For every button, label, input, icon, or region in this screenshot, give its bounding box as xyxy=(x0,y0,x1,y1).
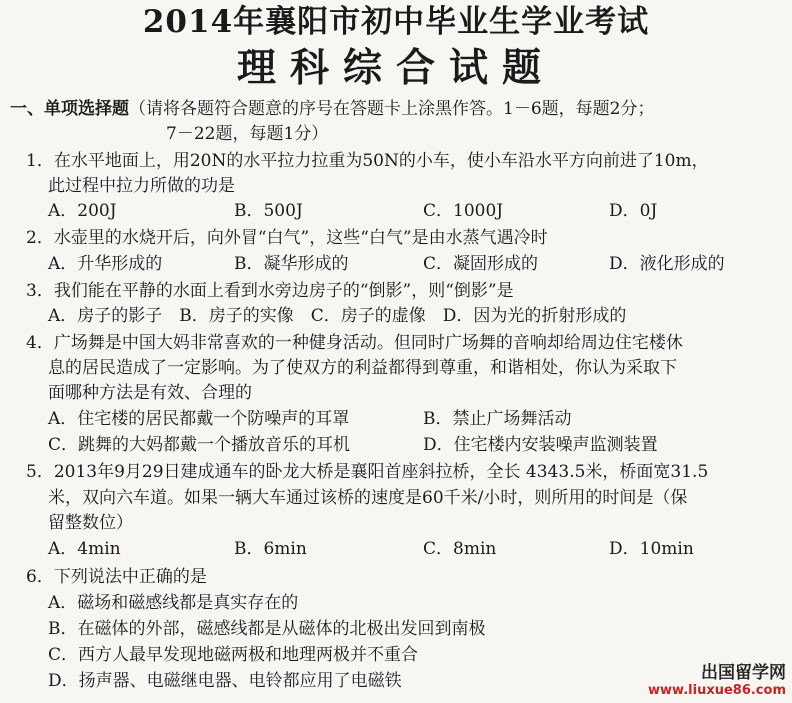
question-5-line-2: 米，双向六车道。如果一辆大车通过该桥的速度是60千米/小时，则所用的时间是（保 xyxy=(48,488,688,508)
question-5-option-c: C．8min xyxy=(423,539,497,559)
question-1-option-d: D．0J xyxy=(609,201,658,221)
watermark-url: www.liuxue86.com xyxy=(648,683,786,698)
question-4-option-d: D．住宅楼内安装噪声监测装置 xyxy=(423,435,658,455)
question-6-option-b: B．在磁体的外部，磁感线都是从磁体的北极出发回到南极 xyxy=(48,619,486,639)
question-3-line-1: 3．我们能在平静的水面上看到水旁边房子的“倒影”，则“倒影”是 xyxy=(26,281,514,301)
question-5-line-3: 留整数位） xyxy=(48,513,133,533)
question-5-option-b: B．6min xyxy=(234,539,307,559)
question-5-option-d: D．10min xyxy=(609,539,694,559)
question-1-option-b: B．500J xyxy=(234,201,303,221)
question-6-option-c: C．西方人最早发现地磁两极和地理两极并不重合 xyxy=(48,645,419,665)
section-instruction xyxy=(10,97,654,121)
question-2-option-c: C．凝固形成的 xyxy=(423,254,539,274)
question-2-option-d: D．液化形成的 xyxy=(609,254,725,274)
question-1-option-a: A．200J xyxy=(48,201,117,221)
question-4-option-c: C．跳舞的大妈都戴一个播放音乐的耳机 xyxy=(48,435,351,455)
question-1-option-c: C．1000J xyxy=(423,201,504,221)
question-4-line-2: 息的居民造成了一定影响。为了使双方的利益都得到尊重，和谐相处，你认为采取下 xyxy=(48,358,677,378)
question-1-line-1: 1．在水平地面上，用20N的水平拉力拉重为50N的小车，使小车沿水平方向前进了10m， xyxy=(26,151,709,171)
question-5-option-a: A．4min xyxy=(48,539,121,559)
question-2-option-b: B．凝华形成的 xyxy=(234,254,349,274)
question-5-line-1: 5．2013年9月29日建成通车的卧龙大桥是襄阳首座斜拉桥，全长 4343.5米，桥面宽31.5 xyxy=(26,462,709,482)
exam-title: 2014年襄阳市初中毕业生学业考试 xyxy=(142,4,650,40)
question-4-line-1: 4．广场舞是中国大妈非常喜欢的一种健身活动。但同时广场舞的音响却给周边住宅楼休 xyxy=(26,333,683,353)
question-6-line-1: 6．下列说法中正确的是 xyxy=(26,567,207,587)
question-2-line-1: 2．水壶里的水烧开后，向外冒“白气”，这些“白气”是由水蒸气遇冷时 xyxy=(26,228,548,248)
section-instruction-line1: （请将各题符合题意的序号在答题卡上涂黑作答。1－6题，每题2分； xyxy=(129,99,655,119)
question-6-option-d: D．扬声器、电磁继电器、电铃都应用了电磁铁 xyxy=(48,671,402,691)
exam-subtitle: 理科综合试题 xyxy=(236,45,555,91)
section-heading: 一、单项选择题 xyxy=(10,99,129,119)
question-2-option-a: A．升华形成的 xyxy=(48,254,163,274)
question-4-option-b: B．禁止广场舞活动 xyxy=(423,409,572,429)
question-3-options: A．房子的影子 B．房子的实像 C．房子的虚像 D．因为光的折射形成的 xyxy=(48,306,627,326)
question-1-line-2: 此过程中拉力所做的功是 xyxy=(48,176,235,196)
question-4-option-a: A．住宅楼的居民都戴一个防噪声的耳罩 xyxy=(48,409,350,429)
question-4-line-3: 面哪种方法是有效、合理的 xyxy=(48,383,252,403)
question-6-option-a: A．磁场和磁感线都是真实存在的 xyxy=(48,593,299,613)
site-watermark xyxy=(648,665,786,699)
section-instruction-line2: 7－22题，每题1分） xyxy=(166,124,329,144)
watermark-name: 出国留学网 xyxy=(701,663,786,683)
